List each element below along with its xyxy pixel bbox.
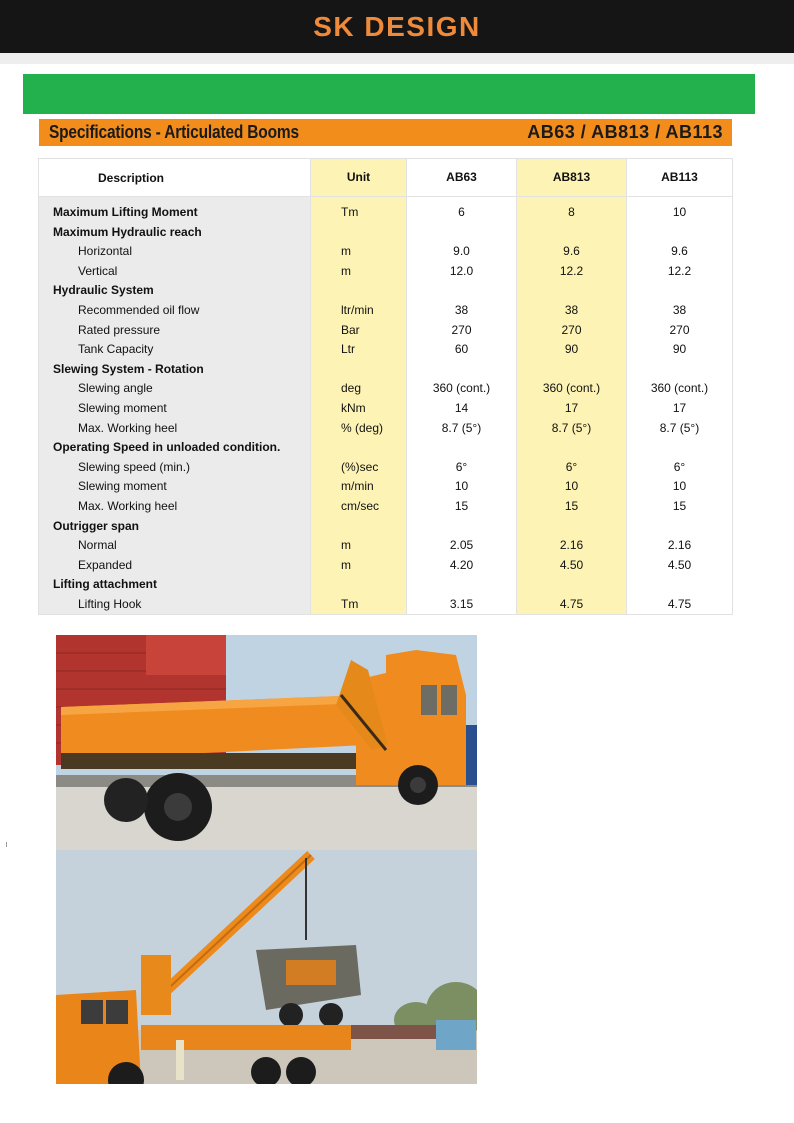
- table-row: [39, 438, 733, 458]
- crane-lifting-machine-photo: [56, 850, 477, 1084]
- row-unit: [311, 281, 407, 301]
- section-title: Specifications - Articulated Booms: [49, 122, 299, 142]
- row-value-ab813: 6°: [517, 458, 627, 478]
- row-value-ab63: [407, 438, 517, 458]
- row-unit: (%)sec: [311, 458, 407, 478]
- row-value-ab63: 360 (cont.): [407, 379, 517, 399]
- row-value-ab63: 6°: [407, 458, 517, 478]
- row-description: Maximum Lifting Moment: [39, 197, 311, 223]
- table-row: [39, 360, 733, 380]
- row-value-ab63: [407, 575, 517, 595]
- row-value-ab813: 15: [517, 497, 627, 517]
- row-description: Tank Capacity: [39, 340, 311, 360]
- table-row: [39, 575, 733, 595]
- row-value-ab113: 360 (cont.): [627, 379, 733, 399]
- table-row: [39, 379, 733, 399]
- row-value-ab63: 8.7 (5°): [407, 419, 517, 439]
- row-value-ab63: 2.05: [407, 536, 517, 556]
- row-value-ab63: 60: [407, 340, 517, 360]
- table-row: [39, 321, 733, 341]
- row-unit: [311, 223, 407, 243]
- row-description: Normal: [39, 536, 311, 556]
- section-title-bar: [39, 119, 732, 146]
- truck-mounted-articulated-boom-photo: [56, 635, 477, 850]
- row-description: Rated pressure: [39, 321, 311, 341]
- row-description: Operating Speed in unloaded condition.: [39, 438, 311, 458]
- row-value-ab813: [517, 223, 627, 243]
- row-value-ab813: 4.75: [517, 595, 627, 615]
- header-ab813: AB813: [517, 159, 627, 197]
- row-value-ab813: 90: [517, 340, 627, 360]
- table-header-row: [39, 159, 733, 197]
- row-value-ab63: [407, 281, 517, 301]
- row-value-ab813: 38: [517, 301, 627, 321]
- row-value-ab113: [627, 438, 733, 458]
- row-value-ab113: 270: [627, 321, 733, 341]
- row-value-ab63: 9.0: [407, 242, 517, 262]
- row-description: Recommended oil flow: [39, 301, 311, 321]
- table-row: [39, 497, 733, 517]
- model-list: AB63 / AB813 / AB113: [527, 122, 723, 142]
- stray-mark: [6, 842, 7, 847]
- row-value-ab113: [627, 223, 733, 243]
- header-unit: Unit: [311, 159, 407, 197]
- row-value-ab113: [627, 517, 733, 537]
- table-row: [39, 340, 733, 360]
- row-description: Vertical: [39, 262, 311, 282]
- table-row: [39, 556, 733, 576]
- row-unit: m: [311, 556, 407, 576]
- header-description: Description: [39, 159, 311, 197]
- row-value-ab813: 270: [517, 321, 627, 341]
- row-value-ab113: 10: [627, 197, 733, 223]
- row-unit: [311, 360, 407, 380]
- row-value-ab813: 10: [517, 477, 627, 497]
- table-row: [39, 419, 733, 439]
- green-banner: [23, 74, 755, 114]
- row-value-ab113: 38: [627, 301, 733, 321]
- table-row: [39, 242, 733, 262]
- row-value-ab113: [627, 281, 733, 301]
- row-value-ab63: [407, 360, 517, 380]
- row-unit: cm/sec: [311, 497, 407, 517]
- row-value-ab63: 4.20: [407, 556, 517, 576]
- row-value-ab813: 9.6: [517, 242, 627, 262]
- row-unit: deg: [311, 379, 407, 399]
- table-row: [39, 536, 733, 556]
- row-value-ab113: 12.2: [627, 262, 733, 282]
- row-description: Slewing moment: [39, 399, 311, 419]
- header-divider: [0, 53, 794, 64]
- row-value-ab813: [517, 281, 627, 301]
- row-value-ab63: [407, 223, 517, 243]
- row-value-ab813: 12.2: [517, 262, 627, 282]
- row-value-ab813: [517, 360, 627, 380]
- row-value-ab113: 2.16: [627, 536, 733, 556]
- row-unit: m: [311, 242, 407, 262]
- row-description: Lifting Hook: [39, 595, 311, 615]
- row-description: Expanded: [39, 556, 311, 576]
- row-description: Max. Working heel: [39, 497, 311, 517]
- row-value-ab813: 17: [517, 399, 627, 419]
- table-row: [39, 301, 733, 321]
- row-unit: m: [311, 262, 407, 282]
- row-unit: Tm: [311, 595, 407, 615]
- row-value-ab113: 15: [627, 497, 733, 517]
- row-value-ab813: [517, 575, 627, 595]
- row-description: Slewing moment: [39, 477, 311, 497]
- row-value-ab63: 6: [407, 197, 517, 223]
- row-value-ab813: 360 (cont.): [517, 379, 627, 399]
- row-unit: [311, 575, 407, 595]
- row-description: Maximum Hydraulic reach: [39, 223, 311, 243]
- row-value-ab813: 4.50: [517, 556, 627, 576]
- row-description: Hydraulic System: [39, 281, 311, 301]
- table-row: [39, 517, 733, 537]
- row-description: Outrigger span: [39, 517, 311, 537]
- row-value-ab113: 4.50: [627, 556, 733, 576]
- row-description: Slewing System - Rotation: [39, 360, 311, 380]
- row-value-ab63: 10: [407, 477, 517, 497]
- row-unit: Ltr: [311, 340, 407, 360]
- brand-title: SK DESIGN: [313, 10, 481, 42]
- table-row: [39, 223, 733, 243]
- row-unit: m/min: [311, 477, 407, 497]
- row-description: Slewing angle: [39, 379, 311, 399]
- row-value-ab63: 14: [407, 399, 517, 419]
- row-unit: [311, 517, 407, 537]
- row-unit: kNm: [311, 399, 407, 419]
- row-value-ab63: 3.15: [407, 595, 517, 615]
- row-value-ab813: 8: [517, 197, 627, 223]
- table-row: [39, 197, 733, 223]
- specifications-table: [38, 158, 733, 615]
- row-value-ab63: 38: [407, 301, 517, 321]
- table-body: [39, 197, 733, 615]
- row-value-ab113: 8.7 (5°): [627, 419, 733, 439]
- row-value-ab63: 270: [407, 321, 517, 341]
- header-ab113: AB113: [627, 159, 733, 197]
- row-value-ab63: 15: [407, 497, 517, 517]
- row-value-ab63: [407, 517, 517, 537]
- row-value-ab813: 2.16: [517, 536, 627, 556]
- table-row: [39, 595, 733, 615]
- table-row: [39, 477, 733, 497]
- row-value-ab113: [627, 575, 733, 595]
- header-bar: [0, 0, 794, 53]
- row-description: Max. Working heel: [39, 419, 311, 439]
- row-unit: [311, 438, 407, 458]
- table-row: [39, 399, 733, 419]
- row-value-ab63: 12.0: [407, 262, 517, 282]
- table-row: [39, 281, 733, 301]
- row-unit: m: [311, 536, 407, 556]
- row-unit: Tm: [311, 197, 407, 223]
- row-value-ab113: 10: [627, 477, 733, 497]
- row-description: Lifting attachment: [39, 575, 311, 595]
- row-unit: ltr/min: [311, 301, 407, 321]
- row-value-ab113: 9.6: [627, 242, 733, 262]
- row-value-ab113: 90: [627, 340, 733, 360]
- row-value-ab113: [627, 360, 733, 380]
- header-ab63: AB63: [407, 159, 517, 197]
- row-description: Horizontal: [39, 242, 311, 262]
- row-description: Slewing speed (min.): [39, 458, 311, 478]
- row-value-ab113: 4.75: [627, 595, 733, 615]
- row-value-ab113: 6°: [627, 458, 733, 478]
- table-row: [39, 262, 733, 282]
- table-row: [39, 458, 733, 478]
- row-value-ab813: [517, 517, 627, 537]
- row-unit: % (deg): [311, 419, 407, 439]
- row-value-ab813: [517, 438, 627, 458]
- row-value-ab113: 17: [627, 399, 733, 419]
- row-unit: Bar: [311, 321, 407, 341]
- row-value-ab813: 8.7 (5°): [517, 419, 627, 439]
